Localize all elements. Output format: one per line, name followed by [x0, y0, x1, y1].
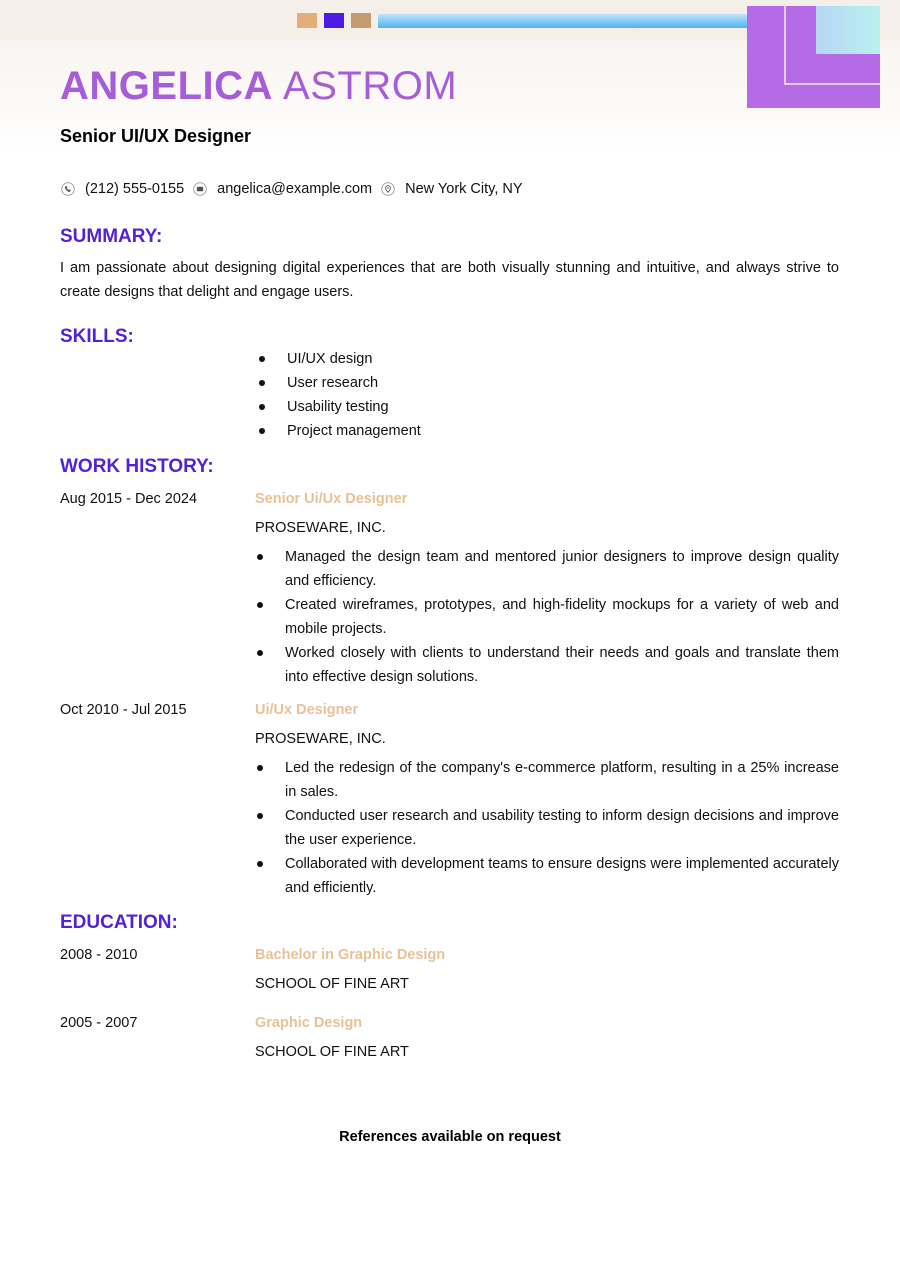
job-bullet: Conducted user research and usability testing to inform design decisions and improve the user experience.	[253, 804, 839, 852]
skill-item: UI/UX design	[255, 347, 655, 371]
decor-corner-line	[784, 83, 880, 85]
skill-item: User research	[255, 371, 655, 395]
references-note: References available on request	[339, 1129, 561, 1145]
education-school: SCHOOL OF FINE ART	[255, 976, 409, 992]
job-bullet: Created wireframes, prototypes, and high-fidelity mockups for a variety of web and mobile projects.	[253, 593, 839, 641]
job-bullet: Worked closely with clients to understand their needs and goals and translate them into effective design solutions.	[253, 641, 839, 689]
contact-row	[60, 178, 531, 200]
skill-item: Project management	[255, 419, 655, 443]
job-role: Senior Ui/Ux Designer	[255, 491, 408, 507]
education-degree: Graphic Design	[255, 1015, 363, 1031]
decor-corner-line	[784, 6, 786, 84]
skill-item: Usability testing	[255, 395, 655, 419]
work-history-heading: WORK HISTORY:	[60, 456, 214, 477]
education-degree: Bachelor in Graphic Design	[255, 947, 446, 963]
summary-heading: SUMMARY:	[60, 226, 163, 247]
job-dates: Oct 2010 - Jul 2015	[60, 702, 187, 718]
decor-square-purple	[324, 13, 344, 28]
decor-blue-bar	[378, 14, 758, 28]
phone-icon	[60, 182, 75, 197]
skills-heading: SKILLS:	[60, 326, 134, 347]
job-dates: Aug 2015 - Dec 2024	[60, 491, 198, 507]
first-name: ANGELICA	[60, 64, 272, 108]
decor-square-tan	[297, 13, 317, 28]
education-dates: 2008 - 2010	[60, 947, 138, 963]
education-dates: 2005 - 2007	[60, 1015, 138, 1031]
skills-list	[255, 347, 655, 443]
email-address: angelica@example.com	[217, 181, 373, 197]
job-bullets	[253, 545, 839, 689]
job-company: PROSEWARE, INC.	[255, 731, 386, 747]
email-icon	[192, 182, 207, 197]
job-bullet: Managed the design team and mentored junior designers to improve design quality and efficiency.	[253, 545, 839, 593]
candidate-name	[60, 62, 457, 110]
summary-text: I am passionate about designing digital experiences that are both visually stunning and intuitive, and always strive to create designs that delight and engage users.	[60, 260, 839, 300]
job-company: PROSEWARE, INC.	[255, 520, 386, 536]
decor-corner-gradient	[816, 6, 880, 54]
job-bullet: Collaborated with development teams to ensure designs were implemented accurately and efficiently.	[253, 852, 839, 900]
phone-number: (212) 555-0155	[85, 181, 185, 197]
education-school: SCHOOL OF FINE ART	[255, 1044, 409, 1060]
job-role: Ui/Ux Designer	[255, 702, 359, 718]
job-bullets	[253, 756, 839, 900]
job-bullet: Led the redesign of the company's e-commerce platform, resulting in a 25% increase in sales.	[253, 756, 839, 804]
location-pin-icon	[380, 182, 395, 197]
last-name: ASTROM	[283, 64, 458, 108]
job-title: Senior UI/UX Designer	[60, 126, 252, 146]
education-heading: EDUCATION:	[60, 912, 178, 933]
location: New York City, NY	[405, 181, 523, 197]
decor-square-brown	[351, 13, 371, 28]
